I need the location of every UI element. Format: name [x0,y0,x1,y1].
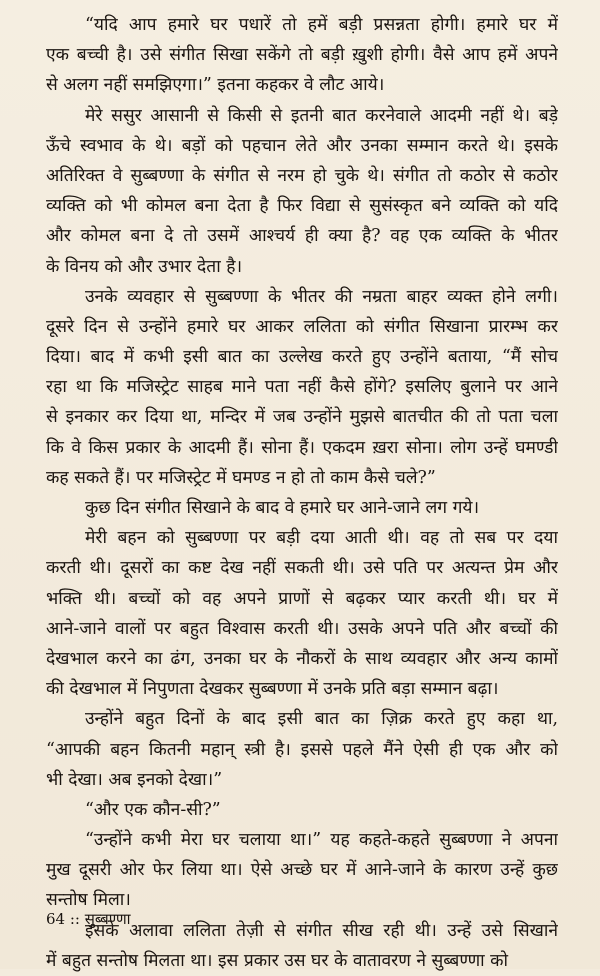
text-line: कि वे किस प्रकार के आदमी हैं। सोना हैं। एकदम ख़रा सोना। लोग उन्हें घमण्डी [46,437,558,458]
text-line: रहा था कि मजिस्ट्रेट साहब माने पता नहीं कैसे होंगे? इसलिए बुलाने पर आने [46,377,558,398]
text-line: कुछ दिन संगीत सिखाने के बाद वे हमारे घर आने-जाने लग गये। [85,498,480,518]
text-line: एक बच्ची है। उसे संगीत सिखा सकेंगे तो बड़ी ख़ुशी होगी। वैसे आप हमें अपने [46,45,558,66]
text-line: देखभाल करने का ढंग, उनका घर के नौकरों के साथ व्यवहार और अन्य कामों [46,648,558,669]
text-line: इसके अलावा ललिता तेज़ी से संगीत सीख रही थी। उन्हें उसे सिखाने [85,920,558,941]
body-text [46,10,558,976]
text-line: से इनकार कर दिया था, मन्दिर में जब उन्होंने मुझसे बातचीत की तो पता चला [46,407,558,428]
text-line: और कोमल बना दे तो उसमें आश्चर्य ही क्या है? वह एक व्यक्ति के भीतर [46,226,558,247]
text-line: की देखभाल में निपुणता देखकर सुब्बण्णा में उनके प्रति बड़ा सम्मान बढ़ा। [46,679,499,700]
text-line: “यदि आप हमारे घर पधारें तो हमें बड़ी प्रसन्नता होगी। हमारे घर में [85,15,558,35]
text-line: भक्ति थी। बच्चों को वह अपने प्राणों से बढ़कर प्यार करती थी। घर में [46,588,558,609]
text-line: मेरे ससुर आसानी से किसी से इतनी बात करनेवाले आदमी नहीं थे। बड़े [85,105,558,126]
text-line: अतिरिक्त वे सुब्बण्णा के संगीत से नरम हो चुके थे। संगीत तो कठोर से कठोर [46,165,558,186]
text-line: सन्तोष मिला। [46,890,131,911]
text-line: ऊँचे स्वभाव के थे। बड़ों को पहचान लेते और उनका सम्मान करते थे। इसके [46,135,558,156]
text-line: “उन्होंने कभी मेरा घर चलाया था।” यह कहते-कहते सुब्बण्णा ने अपना [85,830,558,851]
page-footer: 64 :: सुब्बण्णा [46,910,131,928]
text-line: भी देखा। अब इनको देखा।” [46,769,223,790]
text-line: दूसरे दिन से उन्होंने हमारे घर आकर ललिता को संगीत सिखाना प्रारम्भ कर [46,316,558,337]
text-line: में बहुत सन्तोष मिलता था। इस प्रकार उस घर के वातावरण ने सुब्बण्णा को [46,950,509,971]
text-line: करती थी। दूसरों का कष्ट देख नहीं सकती थी। उसे पति पर अत्यन्त प्रेम और [46,558,558,579]
text-line: “आपकी बहन कितनी महान् स्त्री है। इससे पहले मैंने ऐसी ही एक और को [46,739,558,760]
text-line: “और एक कौन-सी?” [85,799,221,820]
text-line: कह सकते हैं। पर मजिस्ट्रेट में घमण्ड न हो तो काम कैसे चले?” [46,467,436,488]
text-line: आने-जाने वालों पर बहुत विश्वास करती थी। उसके अपने पति और बच्चों की [46,618,558,639]
text-line: से अलग नहीं समझिएगा।” इतना कहकर वे लौट आये। [46,75,385,96]
text-line: मेरी बहन को सुब्बण्णा पर बड़ी दया आती थी। वह तो सब पर दया [85,528,558,549]
text-line: उनके व्यवहार से सुब्बण्णा के भीतर की नम्रता बाहर व्यक्त होने लगी। [85,286,558,307]
text-line: दिया। बाद में कभी इसी बात का उल्लेख करते हुए उन्होंने बताया, “मैं सोच [46,347,558,368]
text-line: व्यक्ति को भी कोमल बना देता है फिर विद्या से सुसंस्कृत बने व्यक्ति को यदि [46,196,558,217]
text-line: के विनय को और उभार देता है। [46,256,243,277]
text-line: उन्होंने बहुत दिनों के बाद इसी बात का ज़िक्र करते हुए कहा था, [85,709,558,730]
text-line: मुख दूसरी ओर फेर लिया था। ऐसे अच्छे घर में आने-जाने के कारण उन्हें कुछ [46,860,558,881]
